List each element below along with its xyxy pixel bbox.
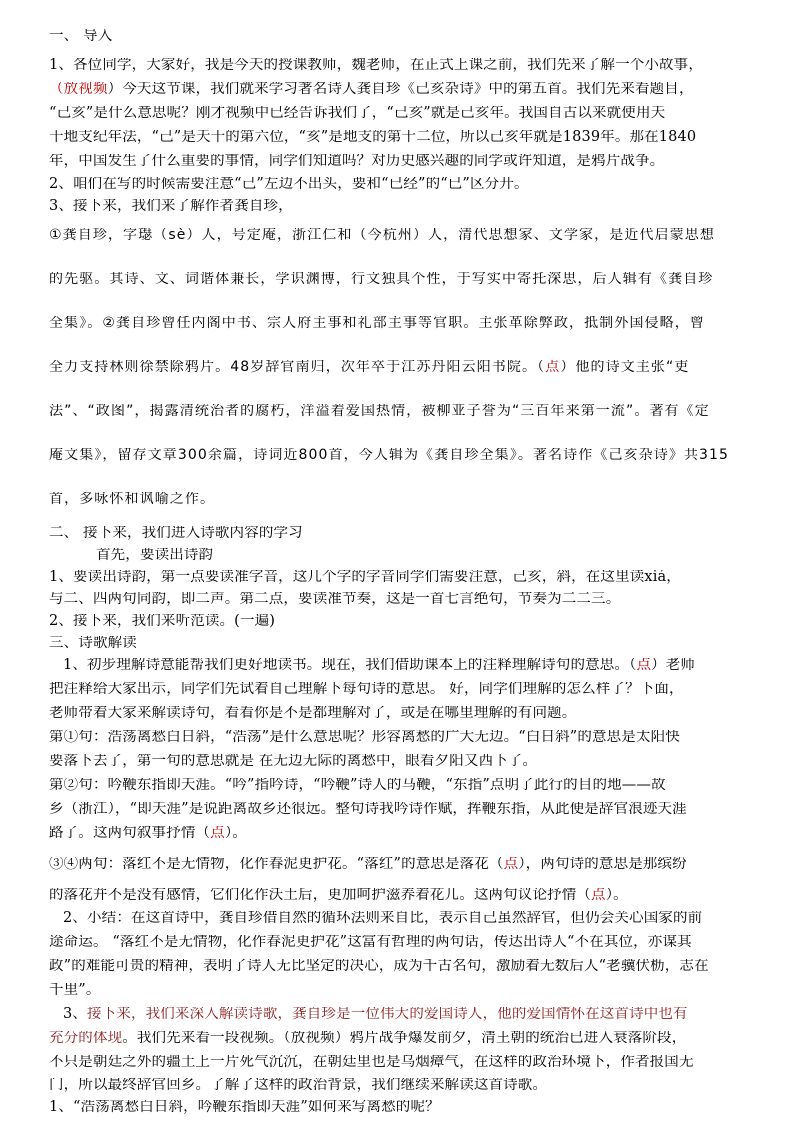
highlighted-text: 点 bbox=[636, 658, 652, 673]
text-line bbox=[49, 1055, 749, 1070]
text-line bbox=[49, 682, 749, 697]
text-run: 不只是朝廷之外的疆土上一片死气沉沉，在朝廷里也是乌烟瘴气，在这样的政治环境下，作者报国无 bbox=[49, 1055, 694, 1070]
text-line bbox=[49, 935, 749, 950]
text-run: 途命运。 “落红不是无情物，化作春泥更护花”这富有哲理的两句话，传达出诗人“不在其位，亦谋其 bbox=[49, 935, 692, 950]
text-line bbox=[49, 636, 749, 651]
text-line bbox=[49, 492, 749, 506]
text-run: 3、 bbox=[63, 1007, 88, 1022]
text-line bbox=[49, 1078, 749, 1093]
text-run: 干地支纪年法，“己”是天干的第六位，“亥”是地支的第十二位，所以己亥年就是1839年。那在1840 bbox=[49, 130, 697, 145]
text-run: 的先驱。其诗、文、词谐体兼长，学识渊博，行文独具个性，于写实中寄托深思，后人辑有《龚自珍 bbox=[49, 272, 714, 286]
text-run: 1、初步理解诗意能帮我们更好地读书。现在，我们借助课本上的注释理解诗句的意思。（ bbox=[63, 658, 637, 673]
text-run: 2、咱们在写的时候需要注意“己”左边不出头，要和“已经”的“已”区分开。 bbox=[49, 177, 529, 192]
text-run: 门，所以最终辞官回乡。了解了这样的政治背景，我们继续来解读这首诗歌。 bbox=[49, 1078, 548, 1093]
text-run: 全集》。②龚自珍曾任内阁中书、宗人府主事和礼部主事等官职。主张革除弊政，抵制外国侵略，曾 bbox=[49, 316, 705, 330]
text-run: 的落花并不是没有感情，它们化作沃土后，更加呵护滋养着花儿。这两句议论抒情（ bbox=[49, 888, 592, 903]
text-line bbox=[49, 592, 749, 607]
highlighted-text: 点 bbox=[210, 826, 225, 841]
text-line bbox=[49, 730, 749, 745]
text-line bbox=[49, 614, 749, 629]
text-line bbox=[63, 911, 763, 926]
text-run: 首先，要读出诗韵 bbox=[96, 548, 214, 563]
text-line bbox=[49, 706, 749, 721]
text-line bbox=[49, 272, 749, 286]
highlighted-text: 放视频 bbox=[63, 82, 108, 97]
text-run: 法”、“政图”，揭露清统治者的腐朽，洋溢着爱国热情，被柳亚子誉为“三百年来第一流”。著有《定 bbox=[49, 404, 710, 418]
text-line bbox=[96, 548, 794, 563]
text-line bbox=[49, 106, 749, 121]
text-line bbox=[49, 857, 749, 872]
text-line bbox=[49, 959, 749, 974]
text-line bbox=[49, 1031, 749, 1046]
text-run: 二、 接下来，我们进入诗歌内容的学习 bbox=[49, 526, 303, 541]
text-run: 老师带着大家来解读诗句，看看你是不是都理解对了，或是在哪里理解的有问题。 bbox=[49, 706, 577, 721]
text-line bbox=[49, 448, 749, 462]
text-line bbox=[49, 228, 749, 242]
text-run: 乡（浙江），“即天涯”是说距离故乡还很远。整句诗我吟诗作赋，挥鞭东指，从此便是辞官浪迹天涯 bbox=[49, 802, 687, 817]
text-run: ①龚自珍，字璱（sè）人，号定庵，浙江仁和（今杭州）人，清代思想家、文学家，是近代启蒙思想 bbox=[49, 228, 715, 242]
text-line bbox=[49, 199, 749, 214]
text-line bbox=[49, 526, 749, 541]
text-run: 1、各位同学，大家好，我是今天的授课教师，魏老师，在正式上课之前，我们先来了解一个小故事， bbox=[49, 58, 703, 73]
text-line bbox=[49, 58, 749, 73]
text-line bbox=[49, 983, 749, 998]
text-run: 要落下去了，第一句的意思就是 在无边无际的离愁中，眼看夕阳又西下了。 bbox=[49, 754, 538, 769]
text-line bbox=[49, 29, 749, 44]
text-line bbox=[49, 360, 749, 374]
text-line bbox=[49, 754, 749, 769]
text-line bbox=[49, 177, 749, 192]
highlighted-text: （ bbox=[49, 82, 64, 97]
text-run: 庵文集》，留存文章300余篇，诗词近800首，今人辑为《龚自珍全集》。著名诗作《己亥杂诗》共315 bbox=[49, 448, 730, 462]
text-run: 3、接下来，我们来了解作者龚自珍， bbox=[49, 199, 293, 214]
text-run: 2、小结：在这首诗中，龚自珍借自然的循环法则来自比，表示自己虽然辞官，但仍会关心国家的前 bbox=[63, 911, 703, 926]
text-run: 千里”。 bbox=[49, 983, 101, 998]
highlighted-text: 点 bbox=[591, 888, 606, 903]
text-run: 第②句：吟鞭东指即天涯。“吟”指吟诗，“吟鞭”诗人的马鞭，“东指”点明了此行的目的地——故 bbox=[49, 778, 666, 793]
text-run: 政”的难能可贵的精神，表明了诗人无比坚定的决心，成为千古名句，激励着无数后人“老骥伏枥，志在 bbox=[49, 959, 709, 974]
text-run: 1、要读出诗韵，第一点要读准字音，这几个字的字音同学们需要注意，己亥，斜，在这里读xiá， bbox=[49, 570, 681, 585]
text-run: 全力支持林则徐禁除鸦片。48岁辞官南归，次年卒于江苏丹阳云阳书院。（ bbox=[49, 360, 546, 374]
text-run: ）他的诗文主张“吏 bbox=[560, 360, 690, 374]
text-line bbox=[49, 802, 749, 817]
text-run: ）。 bbox=[224, 826, 247, 841]
text-line bbox=[49, 82, 749, 97]
text-run: 年，中国发生了什么重要的事情，同学们知道吗？对历史感兴趣的同学或许知道，是鸦片战争。 bbox=[49, 154, 665, 169]
text-line bbox=[49, 1100, 749, 1115]
highlighted-text: 充分的体现 bbox=[49, 1031, 123, 1046]
text-run: 把注释给大家出示，同学们先试着自己理解下每句诗的意思。 好，同学们理解的怎么样了？下面， bbox=[49, 682, 684, 697]
text-run: 首，多咏怀和讽喻之作。 bbox=[49, 492, 216, 506]
highlighted-text: 点 bbox=[503, 857, 519, 872]
text-line bbox=[49, 404, 749, 418]
text-run: ③④两句：落红不是无情物，化作春泥更护花。“落红”的意思是落花（ bbox=[49, 857, 504, 872]
text-line bbox=[49, 888, 749, 903]
text-line bbox=[49, 570, 749, 585]
text-run: “己亥”是什么意思呢？刚才视频中已经告诉我们了，“己亥”就是己亥年。我国自古以来就使用天 bbox=[49, 106, 666, 121]
text-run: 2、接下来，我们来听范读。(一遍) bbox=[49, 614, 276, 629]
text-run: 。我们先来看一段视频。（放视频）鸦片战争爆发前夕，清王朝的统治已进入衰落阶段， bbox=[122, 1031, 687, 1046]
text-line bbox=[49, 316, 749, 330]
highlighted-text: 点 bbox=[545, 360, 561, 374]
text-line bbox=[49, 778, 749, 793]
text-run: ），两句诗的意思是那缤纷 bbox=[518, 857, 687, 872]
text-run: 第①句：浩荡离愁白日斜，“浩荡”是什么意思呢？形容离愁的广大无边。“白日斜”的意思是太阳快 bbox=[49, 730, 680, 745]
text-run: 与二、四两句同韵，即二声。第二点，要读准节奏，这是一首七言绝句，节奏为二二三。 bbox=[49, 592, 621, 607]
highlighted-text: 接下来，我们来深入解读诗歌，龚自珍是一位伟大的爱国诗人，他的爱国情怀在这首诗中也有 bbox=[87, 1007, 688, 1022]
text-run: 1、“浩荡离愁白日斜，吟鞭东指即天涯”如何来写离愁的呢？ bbox=[49, 1100, 440, 1115]
text-run: 三、诗歌解读 bbox=[49, 636, 137, 651]
text-run: ）老师 bbox=[651, 658, 696, 673]
text-line bbox=[49, 826, 749, 841]
text-line bbox=[63, 658, 763, 673]
text-line bbox=[49, 154, 749, 169]
text-run: 路了。这两句叙事抒情（ bbox=[49, 826, 211, 841]
text-run: ）。 bbox=[605, 888, 628, 903]
text-line bbox=[49, 130, 749, 145]
text-run: ）今天这节课，我们就来学习著名诗人龚自珍《己亥杂诗》中的第五首。我们先来看题目， bbox=[107, 82, 694, 97]
text-run: 一、 导入 bbox=[49, 29, 113, 44]
text-line bbox=[63, 1007, 763, 1022]
